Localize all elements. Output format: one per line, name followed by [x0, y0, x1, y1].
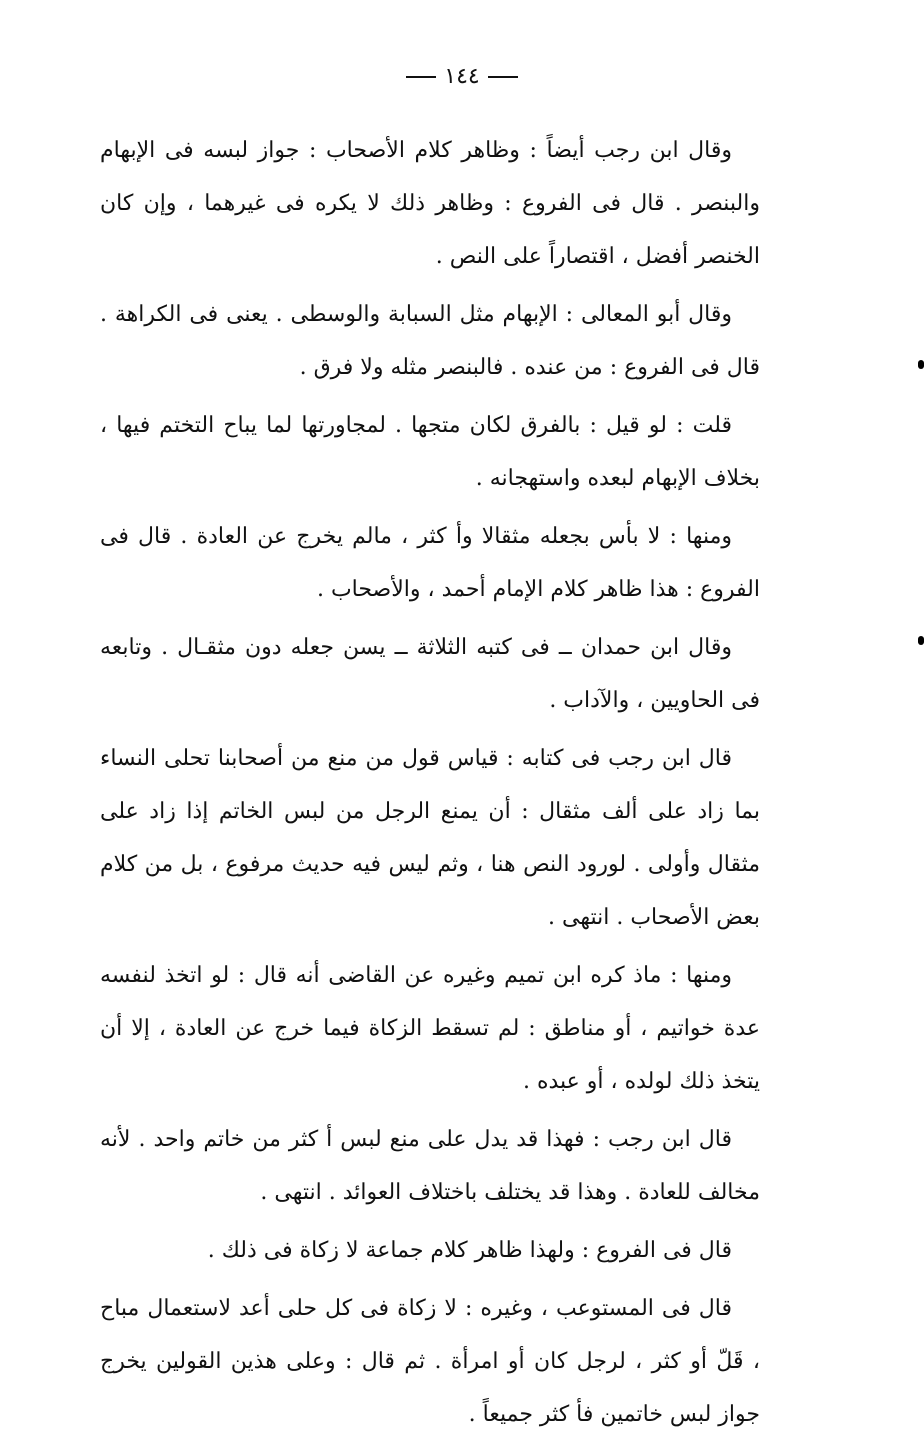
scan-edge-mark [918, 360, 924, 369]
paragraph: وقال ابن حمدان ــ فى كتبه الثلاثة ــ يسن جعله دون مثقـال . وتابعه فى الحاويين ، والآداب . [100, 635, 760, 713]
paragraph: قال فى المستوعب ، وغيره : لا زكاة فى كل حلى أعد لاستعمال مباح ، قَلّ أو كثر ، لرجل كان أو امرأة . ثم قال : وعلى هذين القولين يخرج جواز لبس خاتمين فأ كثر جميعاً . [100, 1296, 760, 1427]
paragraph: ومنها : لا بأس بجعله مثقالا وأ كثر ، مالم يخرج عن العادة . قال فى الفروع : هذا ظاهر كلام الإمام أحمد ، والأصحاب . [100, 524, 760, 602]
page-number-dash-right [488, 76, 518, 78]
paragraph: قال ابن رجب فى كتابه : قياس قول من منع من أصحابنا تحلى النساء بما زاد على ألف مثقال : أن يمنع الرجل من لبس الخاتم إذا زاد على مثقال وأولى . لورود النص هنا ، وثم ليس فيه حديث مرفوع ، بل من كلام بعض الأصحاب . انتهى . [100, 746, 760, 930]
scan-edge-mark [918, 636, 924, 645]
paragraph: قال فى الفروع : ولهذا ظاهر كلام جماعة لا زكاة فى ذلك . [207, 1238, 732, 1263]
page-number: ١٤٤ [444, 64, 480, 89]
page-number-header [0, 64, 924, 89]
paragraph: ومنها : ماذ كره ابن تميم وغيره عن القاضى أنه قال : لو اتخذ لنفسه عدة خواتيم ، أو مناطق : لم تسقط الزكاة فيما خرج عن العادة ، إلا أن يتخذ ذلك لولده ، أو عبده . [100, 963, 760, 1094]
paragraph: وقال أبو المعالى : الإبهام مثل السبابة والوسطى . يعنى فى الكراهة . قال فى الفروع : من عنده . فالبنصر مثله ولا فرق . [100, 302, 760, 380]
paragraph: قال ابن رجب : فهذا قد يدل على منع لبس أ كثر من خاتم واحد . لأنه مخالف للعادة . وهذا قد يختلف باختلاف العوائد . انتهى . [100, 1127, 760, 1205]
page-body-text [100, 124, 760, 1446]
page-number-dash-left [406, 76, 436, 78]
paragraph: وقال ابن رجب أيضاً : وظاهر كلام الأصحاب : جواز لبسه فى الإبهام والبنصر . قال فى الفروع : وظاهر ذلك لا يكره فى غيرهما ، وإن كان الخنصر أفضل ، اقتصاراً على النص . [100, 138, 760, 269]
paragraph: قلت : لو قيل : بالفرق لكان متجها . لمجاورتها لما يباح التختم فيها ، بخلاف الإبهام لبعده واستهجانه . [100, 413, 760, 491]
